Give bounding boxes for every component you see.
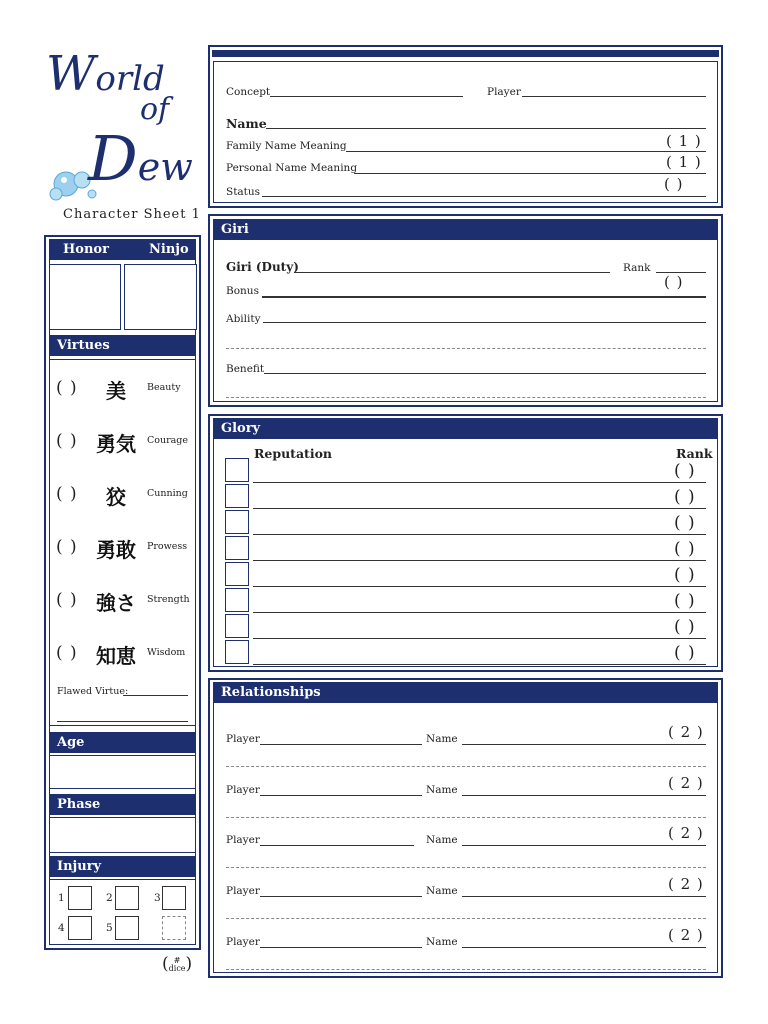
giri-rank-value: ( ) — [664, 273, 684, 291]
giri-bar: Giri — [213, 219, 718, 240]
relationship-name-field[interactable] — [462, 896, 706, 897]
relationship-notes-field[interactable] — [226, 817, 706, 818]
ability-field[interactable] — [263, 322, 706, 323]
sheet-subtitle: Character Sheet 1 — [63, 207, 201, 222]
injury-num-2: 2 — [106, 892, 113, 904]
player-field[interactable] — [522, 96, 706, 97]
reputation-checkbox[interactable] — [225, 484, 249, 508]
relationship-notes-field[interactable] — [226, 969, 706, 970]
glory-rank-label: Rank — [676, 446, 713, 461]
virtue-kanji-courage: 勇気 — [96, 432, 136, 456]
header-panel — [208, 45, 723, 208]
virtue-label-prowess: Prowess — [147, 541, 188, 552]
virtue-label-cunning: Cunning — [147, 488, 188, 499]
benefit-label: Benefit — [226, 363, 265, 375]
virtue-label-courage: Courage — [147, 435, 189, 446]
virtue-kanji-wisdom: 知恵 — [96, 644, 136, 668]
family-value: ( 1 ) — [666, 132, 702, 150]
relationships-panel — [208, 678, 723, 978]
relationship-player-field[interactable] — [260, 896, 422, 897]
relationship-player-label: Player — [226, 733, 260, 745]
family-label: Family Name Meaning — [226, 140, 347, 152]
relationship-name-field[interactable] — [462, 947, 706, 948]
virtue-score-strength[interactable]: ( ) — [56, 590, 78, 610]
virtue-kanji-strength: 強さ — [96, 591, 136, 615]
benefit-field-2[interactable] — [226, 397, 706, 398]
reputation-checkbox[interactable] — [225, 588, 249, 612]
honor-box[interactable] — [49, 264, 121, 330]
age-bar: Age — [49, 732, 196, 753]
giri-duty-field[interactable] — [294, 272, 610, 273]
reputation-rank[interactable]: ( ) — [674, 617, 696, 637]
reputation-field[interactable] — [253, 482, 706, 483]
reputation-checkbox[interactable] — [225, 640, 249, 664]
relationship-player-field[interactable] — [260, 744, 422, 745]
logo: World of Dew — [40, 36, 205, 206]
status-field[interactable] — [262, 196, 706, 197]
status-value: ( ) — [664, 175, 684, 193]
injury-box-2[interactable] — [115, 886, 139, 910]
injury-bar: Injury — [49, 856, 196, 877]
dice-hash: # — [173, 955, 181, 965]
virtue-label-beauty: Beauty — [147, 382, 181, 393]
virtues-bar: Virtues — [49, 335, 196, 356]
family-field[interactable] — [346, 151, 706, 152]
reputation-rank[interactable]: ( ) — [674, 513, 696, 533]
honor-ninjo-bar — [49, 239, 196, 260]
virtue-kanji-cunning: 狡 — [106, 485, 126, 509]
relationship-notes-field[interactable] — [226, 918, 706, 919]
virtue-score-cunning[interactable]: ( ) — [56, 484, 78, 504]
reputation-field[interactable] — [253, 508, 706, 509]
relationship-player-label: Player — [226, 885, 260, 898]
concept-field[interactable] — [270, 96, 463, 97]
relationship-name-field[interactable] — [462, 744, 706, 745]
reputation-field[interactable] — [253, 638, 706, 639]
bonus-label: Bonus — [226, 285, 259, 297]
relationship-name-field[interactable] — [462, 845, 706, 846]
reputation-field[interactable] — [253, 586, 706, 587]
relationship-value: ( 2 ) — [668, 875, 704, 894]
virtue-score-wisdom[interactable]: ( ) — [56, 643, 78, 663]
relationship-player-label: Player — [226, 783, 260, 796]
honor-heading: Honor — [63, 242, 109, 257]
reputation-rank[interactable]: ( ) — [674, 643, 696, 663]
reputation-field[interactable] — [253, 534, 706, 535]
reputation-checkbox[interactable] — [225, 458, 249, 482]
relationship-player-field[interactable] — [260, 947, 422, 948]
reputation-label: Reputation — [254, 446, 332, 461]
giri-rank-label: Rank — [623, 262, 651, 274]
benefit-field[interactable] — [264, 373, 706, 374]
personal-field[interactable] — [354, 173, 706, 174]
relationship-name-label: Name — [426, 935, 458, 948]
age-box[interactable] — [49, 755, 196, 789]
flawed-virtue-field[interactable] — [123, 695, 188, 696]
injury-box-4[interactable] — [68, 916, 92, 940]
dice-note: ( # dice ) — [162, 954, 193, 974]
injury-box-6[interactable] — [162, 916, 186, 940]
virtue-kanji-prowess: 勇敢 — [96, 538, 136, 562]
name-label: Name — [226, 116, 267, 131]
phase-bar: Phase — [49, 794, 196, 815]
phase-box[interactable] — [49, 817, 196, 853]
relationship-value: ( 2 ) — [668, 824, 704, 843]
reputation-checkbox[interactable] — [225, 614, 249, 638]
injury-num-4: 4 — [58, 922, 65, 934]
injury-num-5: 5 — [106, 922, 113, 934]
virtue-label-strength: Strength — [147, 594, 190, 605]
virtue-kanji-beauty: 美 — [106, 379, 126, 403]
injury-num-3: 3 — [154, 892, 161, 904]
injury-box-3[interactable] — [162, 886, 186, 910]
reputation-checkbox[interactable] — [225, 562, 249, 586]
ninjo-box[interactable] — [124, 264, 197, 330]
virtue-score-beauty[interactable]: ( ) — [56, 378, 78, 398]
reputation-field[interactable] — [253, 612, 706, 613]
player-label: Player — [487, 86, 521, 98]
giri-panel — [208, 214, 723, 407]
status-label: Status — [226, 186, 261, 198]
relationship-value: ( 2 ) — [668, 925, 704, 944]
ability-field-2[interactable] — [226, 348, 706, 349]
injury-num-1: 1 — [58, 892, 65, 904]
injury-box-1[interactable] — [68, 886, 92, 910]
personal-label: Personal Name Meaning — [226, 162, 358, 174]
relationship-value: ( 2 ) — [668, 773, 704, 792]
reputation-rank[interactable]: ( ) — [674, 565, 696, 585]
bonus-field[interactable] — [262, 296, 706, 298]
relationship-name-label: Name — [426, 834, 458, 847]
reputation-checkbox[interactable] — [225, 510, 249, 534]
relationship-notes-field[interactable] — [226, 766, 706, 767]
reputation-rank[interactable]: ( ) — [674, 591, 696, 611]
glory-bar: Glory — [213, 418, 718, 439]
ninjo-heading: Ninjo — [149, 242, 189, 257]
concept-label: Concept — [226, 86, 271, 98]
name-field[interactable] — [266, 128, 706, 129]
relationship-name-label: Name — [426, 783, 458, 796]
injury-box-5[interactable] — [115, 916, 139, 940]
personal-value: ( 1 ) — [666, 153, 702, 171]
reputation-rank[interactable]: ( ) — [674, 461, 696, 481]
relationships-bar: Relationships — [213, 682, 718, 703]
reputation-rank[interactable]: ( ) — [674, 539, 696, 559]
reputation-checkbox[interactable] — [225, 536, 249, 560]
reputation-field[interactable] — [253, 664, 706, 665]
ability-label: Ability — [226, 313, 261, 325]
virtue-score-courage[interactable]: ( ) — [56, 431, 78, 451]
relationship-player-field[interactable] — [260, 845, 414, 846]
relationship-player-label: Player — [226, 935, 260, 948]
reputation-field[interactable] — [253, 560, 706, 561]
virtue-label-wisdom: Wisdom — [147, 647, 186, 658]
virtue-score-prowess[interactable]: ( ) — [56, 537, 78, 557]
reputation-rank[interactable]: ( ) — [674, 487, 696, 507]
relationship-name-label: Name — [426, 885, 458, 898]
relationship-name-field[interactable] — [462, 795, 706, 796]
flawed-virtue-field-2[interactable] — [57, 721, 188, 722]
relationship-name-label: Name — [426, 733, 458, 745]
giri-duty-label: Giri (Duty) — [226, 260, 299, 274]
relationship-player-label: Player — [226, 834, 260, 847]
relationship-player-field[interactable] — [260, 795, 422, 796]
dice-label: dice — [168, 963, 186, 973]
relationship-notes-field[interactable] — [226, 867, 706, 868]
flawed-virtue-label: Flawed Virtue: — [57, 686, 129, 697]
relationship-value: ( 2 ) — [668, 723, 704, 741]
